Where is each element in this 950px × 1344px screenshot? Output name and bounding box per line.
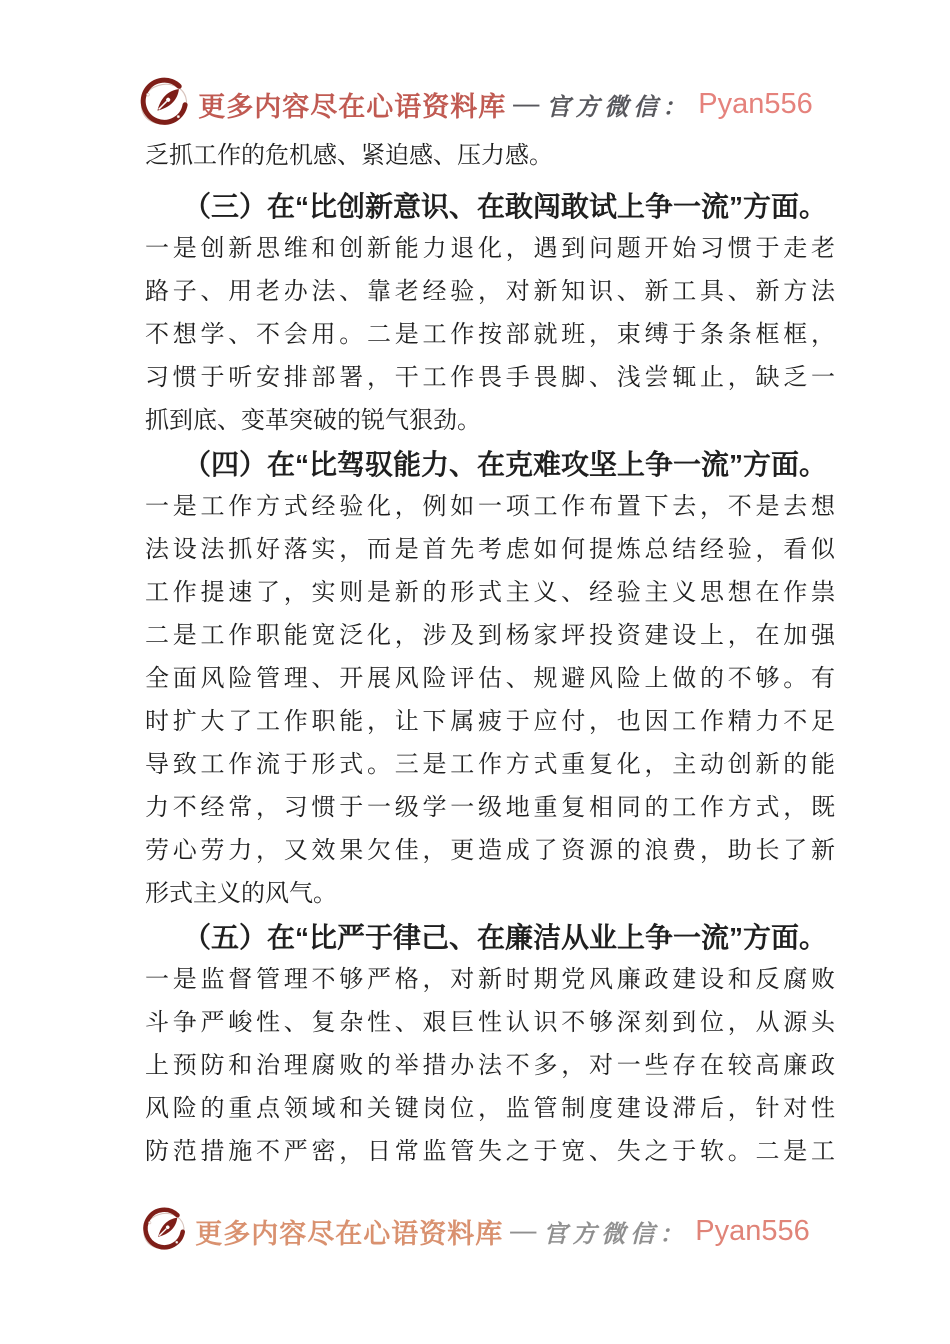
section-4-heading: （四）在“比驾驭能力、在克难攻坚上争一流”方面。 xyxy=(183,449,828,480)
body-line: 一是工作方式经验化，例如一项工作布置下去，不是去想 xyxy=(145,494,835,520)
watermark-brand-text: 更多内容尽在心语资料库 xyxy=(198,91,507,122)
body-line: 力不经常，习惯于一级学一级地重复相同的工作方式，既 xyxy=(145,795,835,821)
watermark-wechat-id: Pyan556 xyxy=(698,87,813,120)
pen-swirl-logo-icon xyxy=(140,1206,188,1256)
watermark-brand-text: 更多内容尽在心语资料库 xyxy=(195,1218,504,1249)
body-line: 不想学、不会用。二是工作按部就班，束缚于条条框框， xyxy=(145,322,835,348)
section-4 xyxy=(145,443,835,916)
body-line: 全面风险管理、开展风险评估、规避风险上做的不够。有 xyxy=(145,666,835,692)
watermark-wechat-label: 官方微信： xyxy=(546,94,692,121)
document-body xyxy=(145,135,835,1174)
section-3-heading: （三）在“比创新意识、在敢闯敢试上争一流”方面。 xyxy=(183,191,828,222)
body-line: 抓到底、变革突破的锐气狠劲。 xyxy=(145,408,481,434)
body-line: 风险的重点领域和关键岗位，监管制度建设滞后，针对性 xyxy=(145,1096,835,1122)
header-watermark xyxy=(0,76,950,132)
body-line: 习惯于听安排部署，干工作畏手畏脚、浅尝辄止，缺乏一 xyxy=(145,365,835,391)
watermark-wechat-label: 官方微信： xyxy=(543,1221,689,1248)
body-line: 时扩大了工作职能，让下属疲于应付，也因工作精力不足 xyxy=(145,709,835,735)
watermark-dash: — xyxy=(510,1216,537,1245)
body-line: 劳心劳力，又效果欠佳，更造成了资源的浪费，助长了新 xyxy=(145,838,835,864)
body-line: 上预防和治理腐败的举措办法不多，对一些存在较高廉政 xyxy=(145,1053,835,1079)
body-line: 形式主义的风气。 xyxy=(145,881,337,907)
watermark-dash: — xyxy=(513,89,540,118)
section-5-heading: （五）在“比严于律己、在廉洁从业上争一流”方面。 xyxy=(183,922,828,953)
body-line: 工作提速了，实则是新的形式主义、经验主义思想在作祟 xyxy=(145,580,835,606)
body-line: 防范措施不严密，日常监管失之于宽、失之于软。二是工 xyxy=(145,1139,835,1165)
body-line: 导致工作流于形式。三是工作方式重复化，主动创新的能 xyxy=(145,752,835,778)
body-line: 二是工作职能宽泛化，涉及到杨家坪投资建设上，在加强 xyxy=(145,623,835,649)
pen-swirl-logo-icon xyxy=(137,76,191,132)
body-line: 一是监督管理不够严格，对新时期党风廉政建设和反腐败 xyxy=(145,967,835,993)
body-line: 一是创新思维和创新能力退化，遇到问题开始习惯于走老 xyxy=(145,236,835,262)
body-line: 路子、用老办法、靠老经验，对新知识、新工具、新方法 xyxy=(145,279,835,305)
body-line: 法设法抓好落实，而是首先考虑如何提炼总结经验，看似 xyxy=(145,537,835,563)
watermark-wechat-id: Pyan556 xyxy=(695,1214,810,1247)
section-3 xyxy=(145,185,835,443)
section-5 xyxy=(145,916,835,1174)
footer-watermark xyxy=(0,1206,950,1256)
paragraph-continuation-line: 乏抓工作的危机感、紧迫感、压力感。 xyxy=(145,143,553,169)
body-line: 斗争严峻性、复杂性、艰巨性认识不够深刻到位，从源头 xyxy=(145,1010,835,1036)
